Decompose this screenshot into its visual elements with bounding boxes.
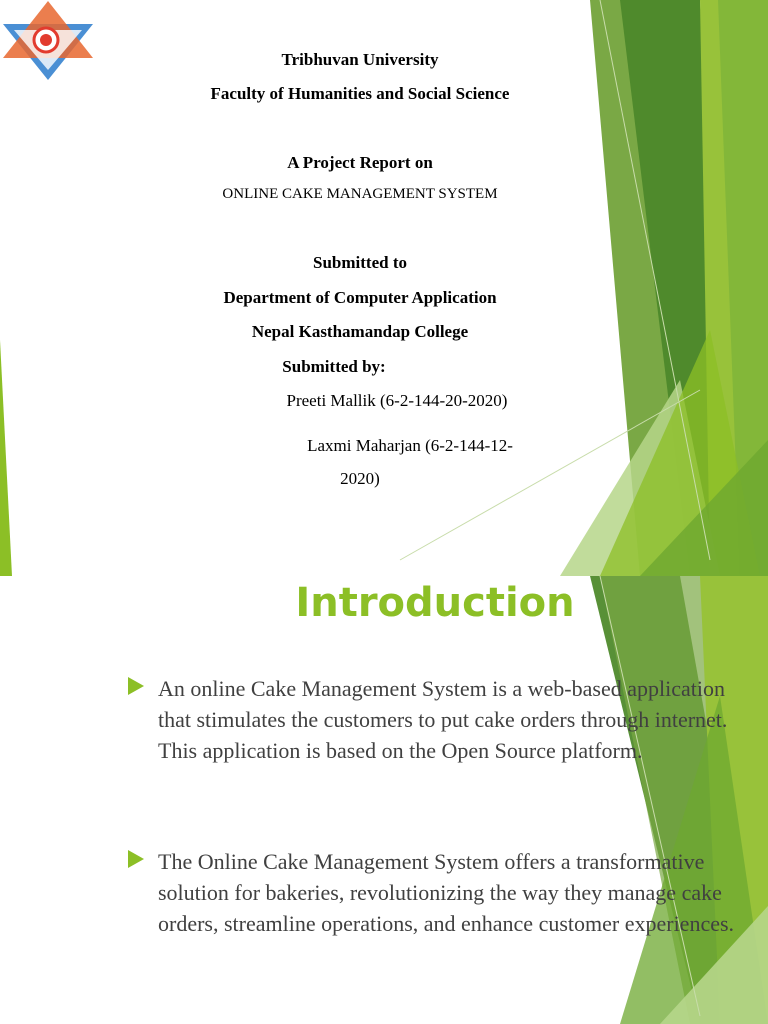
author-2-line-2: 2020)	[340, 469, 380, 488]
green-facet-decoration	[0, 576, 768, 1024]
triangle-bullet-icon	[128, 677, 144, 695]
bullet-text: The Online Cake Management System offers a transformative solution for bakeries, revolutionizing the way they manage cake orders, streamline operations, and enhance customer experiences.	[158, 849, 735, 936]
department-name: Department of Computer Application	[223, 288, 497, 307]
university-name: Tribhuvan University	[281, 50, 439, 69]
author-1: Preeti Mallik (6-2-144-20-2020)	[286, 391, 508, 410]
introduction-slide	[0, 576, 768, 1024]
project-title: ONLINE CAKE MANAGEMENT SYSTEM	[222, 186, 498, 202]
bullet-text: An online Cake Management System is a web-based application that stimulates the customers to put cake orders through internet. This application is based on the Open Source platform.	[158, 676, 728, 763]
college-name: Nepal Kasthamandap College	[251, 322, 469, 341]
faculty-name: Faculty of Humanities and Social Science	[210, 84, 510, 103]
submitted-to-label: Submitted to	[313, 253, 407, 272]
author-2-line-1: Laxmi Maharjan (6-2-144-12-	[307, 436, 513, 455]
report-prefix: A Project Report on	[287, 153, 433, 172]
slide-title: Introduction	[295, 580, 575, 626]
bullet-item	[128, 846, 738, 939]
triangle-bullet-icon	[128, 850, 144, 868]
bullet-item	[128, 673, 738, 766]
submitted-by-label: Submitted by:	[282, 357, 386, 376]
